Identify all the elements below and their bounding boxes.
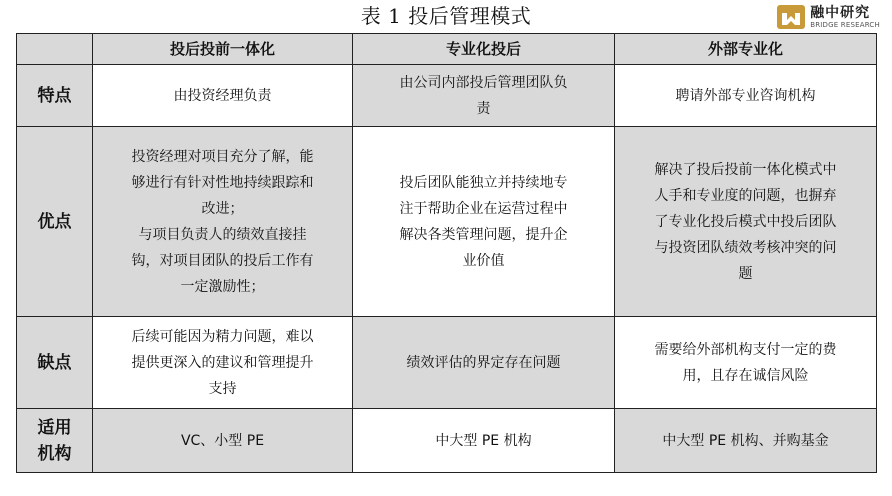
cell-text: 用，且存在诚信风险 <box>682 367 809 384</box>
table-cell <box>353 127 615 317</box>
row-header: 缺点 <box>17 317 93 409</box>
column-header: 专业化投后 <box>353 34 615 65</box>
cell-text: 一定激励性； <box>180 278 265 295</box>
table-cell <box>615 317 877 409</box>
table-cell <box>615 65 877 127</box>
row-header-line: 适用 <box>37 417 72 438</box>
table-cell <box>615 127 877 317</box>
row-header-line: 机构 <box>37 443 72 464</box>
table-header-row <box>17 34 877 65</box>
page-title: 表 1 投后管理模式 <box>360 4 532 28</box>
row-header <box>17 409 93 473</box>
cell-text: 与项目负责人的绩效直接挂 <box>138 226 307 243</box>
cell-text: 注于帮助企业在运营过程中 <box>399 200 568 217</box>
column-header: 投后投前一体化 <box>93 34 353 65</box>
table-row <box>17 317 877 409</box>
cell-text: 够进行有针对性地持续跟踪和 <box>131 174 314 191</box>
cell-text: 聘请外部专业咨询机构 <box>675 87 816 104</box>
table-cell <box>93 409 353 473</box>
cell-text: 了专业化投后模式中投后团队 <box>654 213 837 230</box>
table-corner-cell <box>17 34 93 65</box>
cell-text: 与投资团队绩效考核冲突的问 <box>654 239 837 256</box>
cell-text: 绩效评估的界定存在问题 <box>406 354 561 371</box>
cell-text: 题 <box>738 265 753 282</box>
table-row <box>17 127 877 317</box>
bridge-research-logo-icon <box>776 4 806 30</box>
table-cell <box>353 65 615 127</box>
brand-name-en: BRIDGE RESEARCH <box>810 20 880 29</box>
table-row <box>17 409 877 473</box>
comparison-table <box>16 33 877 473</box>
cell-text: 业价值 <box>462 252 505 269</box>
cell-text: 改进； <box>201 200 244 217</box>
column-header: 外部专业化 <box>615 34 877 65</box>
cell-text: 解决各类管理问题，提升企 <box>399 226 568 243</box>
cell-text: 投后团队能独立并持续地专 <box>399 174 568 191</box>
table-cell <box>93 317 353 409</box>
cell-text: 解决了投后投前一体化模式中 <box>654 161 837 178</box>
cell-text: 后续可能因为精力问题，难以 <box>131 328 314 345</box>
cell-text: 钩，对项目团队的投后工作有 <box>131 252 314 269</box>
cell-text: 由投资经理负责 <box>173 87 272 104</box>
cell-text: 责 <box>476 100 491 117</box>
cell-text: 中大型 PE 机构 <box>435 432 532 449</box>
table-cell <box>353 409 615 473</box>
cell-text: 提供更深入的建议和管理提升 <box>131 354 314 371</box>
cell-text: 人手和专业度的问题，也摒弃 <box>654 187 837 204</box>
table-cell <box>93 127 353 317</box>
cell-text: 投资经理对项目充分了解，能 <box>131 148 314 165</box>
table-cell <box>353 317 615 409</box>
cell-text: 中大型 PE 机构、并购基金 <box>662 432 829 449</box>
table-row <box>17 65 877 127</box>
cell-text: 支持 <box>208 380 237 397</box>
cell-text: VC、小型 PE <box>180 432 265 449</box>
row-header: 优点 <box>17 127 93 317</box>
cell-text: 需要给外部机构支付一定的费 <box>654 341 837 358</box>
table-cell <box>93 65 353 127</box>
cell-text: 由公司内部投后管理团队负 <box>399 74 568 91</box>
table-cell <box>615 409 877 473</box>
brand-logo <box>776 2 880 32</box>
row-header: 特点 <box>17 65 93 127</box>
brand-name-cn: 融中研究 <box>810 4 871 21</box>
